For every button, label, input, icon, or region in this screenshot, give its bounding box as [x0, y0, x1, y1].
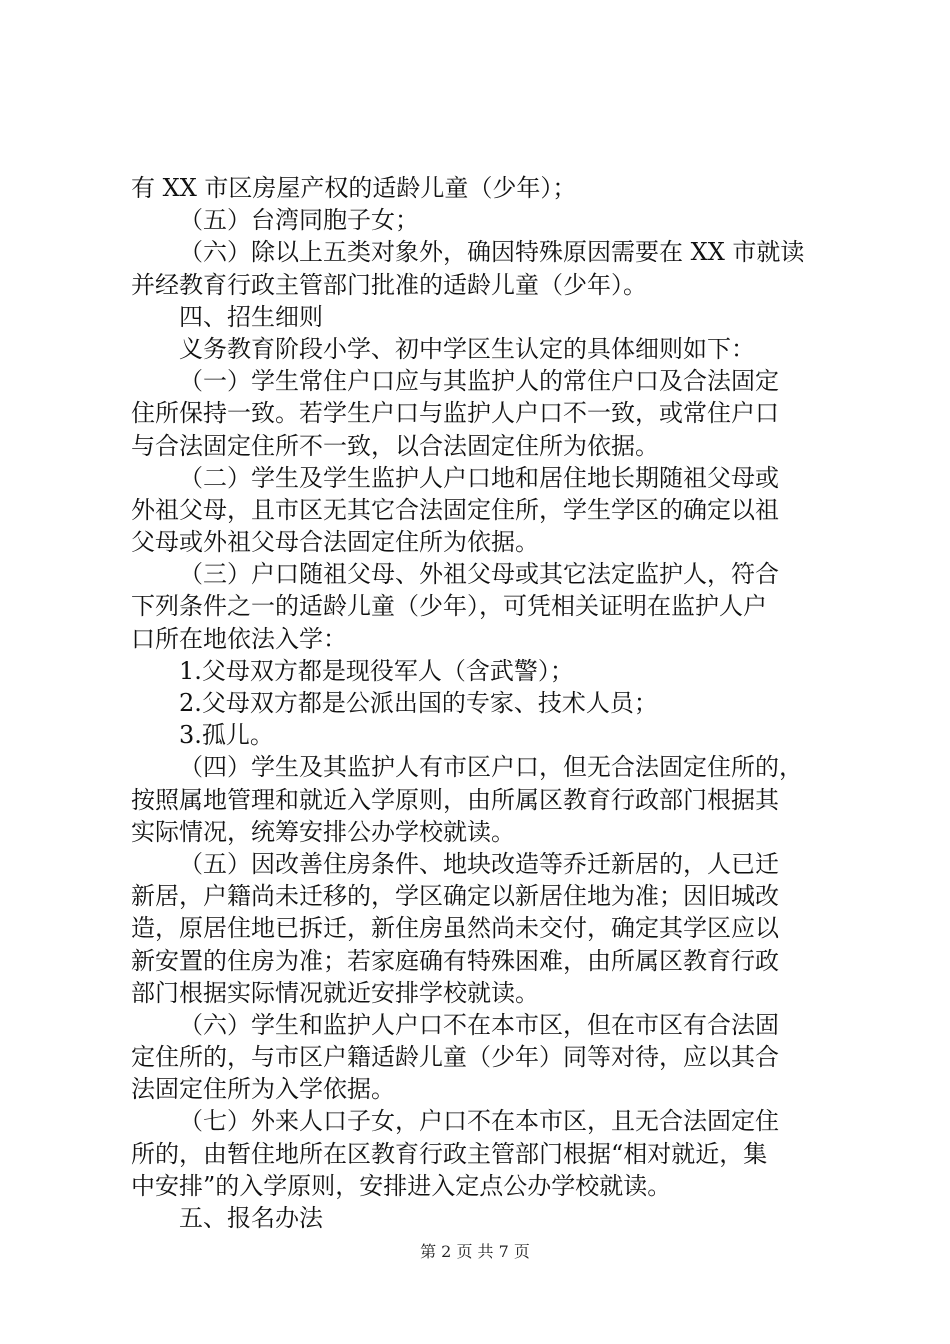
document-body	[131, 172, 831, 1234]
text-line: 新安置的住房为准；若家庭确有特殊困难，由所属区教育行政	[131, 946, 779, 975]
text-line: 下列条件之一的适龄儿童（少年），可凭相关证明在监护人户	[131, 592, 767, 621]
text-line: 住所保持一致。若学生户口与监护人户口不一致，或常住户口	[131, 399, 779, 428]
text-line: （三）户口随祖父母、外祖父母或其它法定监护人，符合	[179, 560, 779, 589]
text-line: 法固定住所为入学依据。	[131, 1075, 395, 1104]
text-line: 部门根据实际情况就近安排学校就读。	[131, 978, 539, 1007]
text-line: 与合法固定住所不一致，以合法固定住所为依据。	[131, 431, 659, 460]
text-line: 义务教育阶段小学、初中学区生认定的具体细则如下：	[179, 334, 755, 363]
text-line: 中安排”的入学原则，安排进入定点公办学校就读。	[131, 1171, 672, 1200]
text-line: 五、报名办法	[179, 1204, 323, 1232]
text-line: （四）学生及其监护人有市区户口，但无合法固定住所的，	[179, 753, 803, 782]
page-footer: 第 2 页 共 7 页	[420, 1242, 530, 1261]
text-line: 按照属地管理和就近入学原则，由所属区教育行政部门根据其	[131, 785, 779, 814]
text-line: 1.父母双方都是现役军人（含武警）；	[179, 656, 574, 685]
text-line: 所的，由暂住地所在区教育行政主管部门根据“相对就近，集	[131, 1139, 768, 1168]
text-line: 2.父母双方都是公派出国的专家、技术人员；	[179, 689, 658, 717]
text-line: （六）除以上五类对象外，确因特殊原因需要在 XX 市就读	[179, 238, 805, 267]
text-line: （五）台湾同胞子女；	[179, 206, 419, 235]
text-line: 父母或外祖父母合法固定住所为依据。	[131, 528, 539, 557]
text-line: （六）学生和监护人户口不在本市区，但在市区有合法固	[179, 1010, 779, 1039]
text-line: （五）因改善住房条件、地块改造等乔迁新居的，人已迁	[179, 849, 779, 878]
text-line: 实际情况，统筹安排公办学校就读。	[131, 817, 515, 846]
text-line: 3.孤儿。	[179, 721, 274, 750]
text-line: 定住所的，与市区户籍适龄儿童（少年）同等对待，应以其合	[131, 1043, 779, 1072]
text-line: （二）学生及学生监护人户口地和居住地长期随祖父母或	[179, 463, 779, 492]
text-line: 并经教育行政主管部门批准的适龄儿童（少年）。	[131, 270, 647, 299]
text-line: （七）外来人口子女，户口不在本市区，且无合法固定住	[179, 1107, 779, 1136]
text-line: 外祖父母，且市区无其它合法固定住所，学生学区的确定以祖	[131, 495, 779, 524]
text-line: 四、招生细则	[179, 302, 323, 331]
text-line: 新居，户籍尚未迁移的，学区确定以新居住地为准；因旧城改	[131, 882, 779, 911]
text-line: 口所在地依法入学：	[131, 624, 347, 653]
text-line: （一）学生常住户口应与其监护人的常住户口及合法固定	[179, 367, 779, 396]
text-line: 造，原居住地已拆迁，新住房虽然尚未交付，确定其学区应以	[131, 914, 779, 943]
text-line: 有 XX 市区房屋产权的适龄儿童（少年）；	[131, 174, 577, 202]
